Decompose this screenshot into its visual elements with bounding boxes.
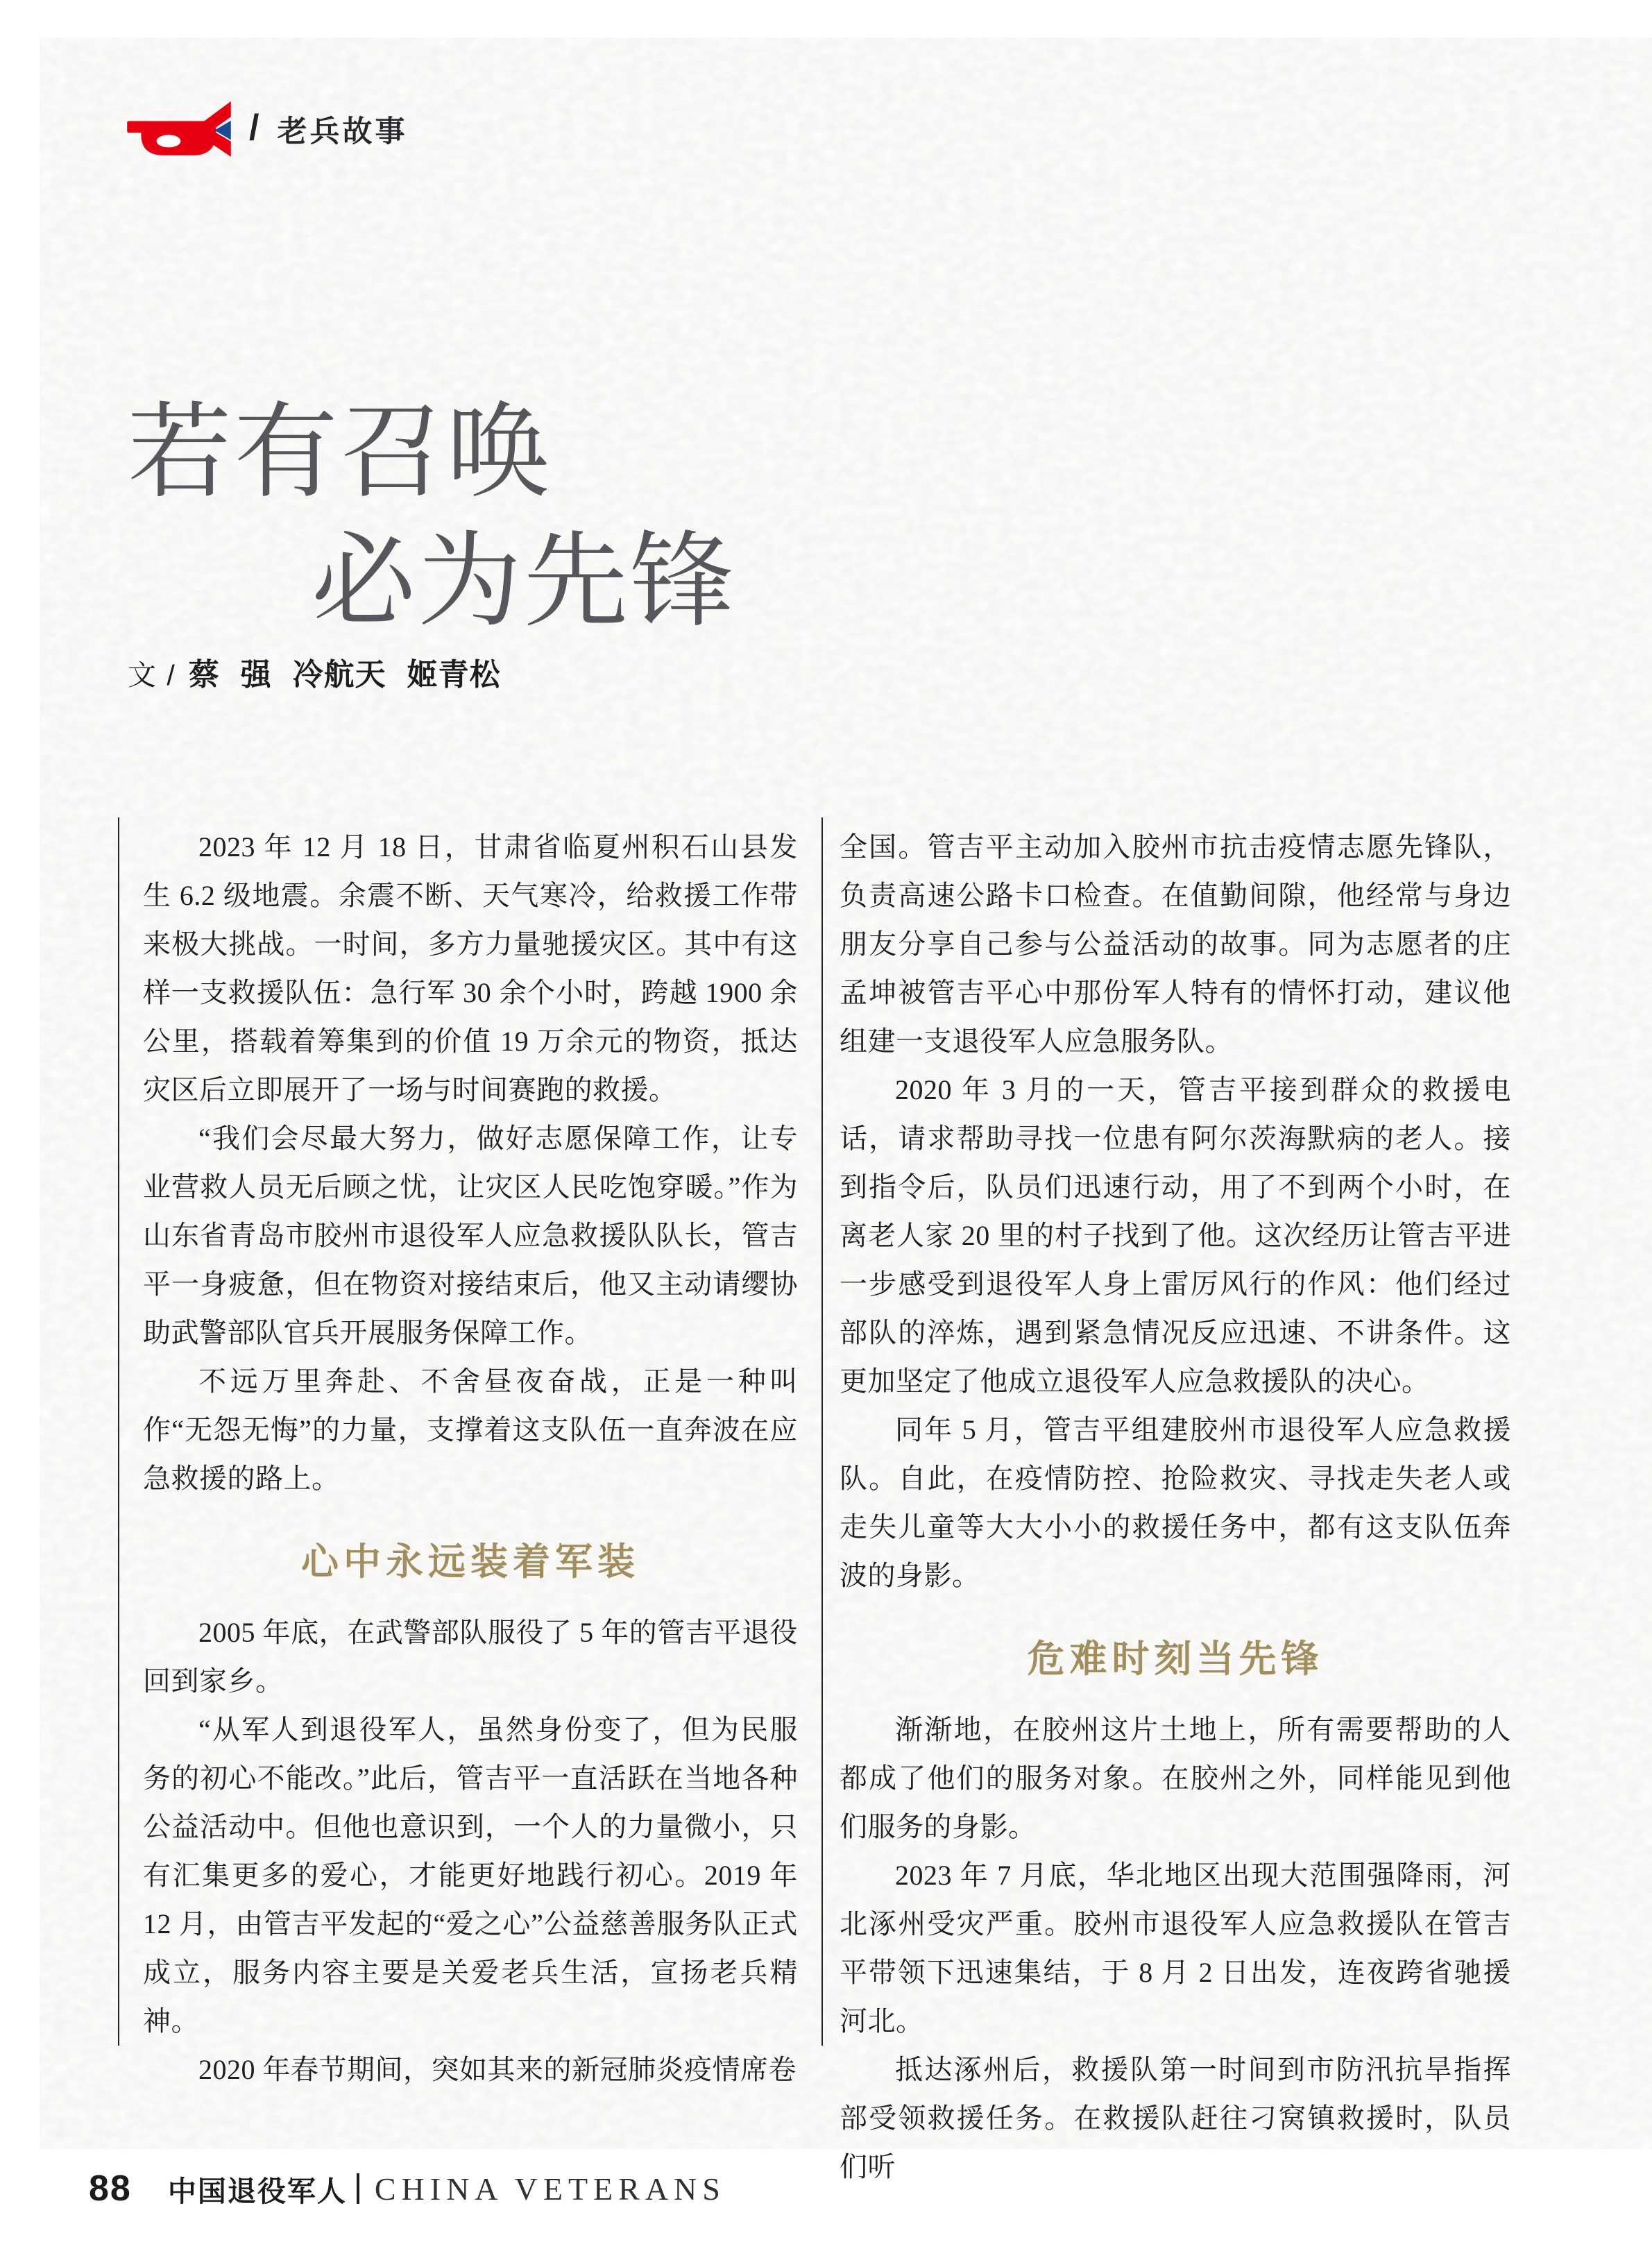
magazine-name-zh: 中国退役军人 [167,2175,347,2207]
paragraph: “从军人到退役军人，虽然身份变了，但为民服务的初心不能改。”此后，管吉平一直活跃在当地各种公益活动中。但他也意识到，一个人的力量微小，只有汇集更多的爱心，才能更好地践行初心。2019 年 12 月，由管吉平发起的“爱之心”公益慈善服务队正式成立，服务内容主要是关爱老兵生活，宣扬老兵精神。 [143,1714,798,2037]
paragraph: 全国。管吉平主动加入胶州市抗击疫情志愿先锋队，负责高速公路卡口检查。在值勤间隙，他经常与身边朋友分享自己参与公益活动的故事。同为志愿者的庄孟坤被管吉平心中那份军人特有的情怀打动，建议他组建一支退役军人应急服务队。 [840,831,1511,1057]
bugle-logo-icon [127,101,231,157]
column-divider-rule [821,817,823,2046]
section-label: 老兵故事 [277,114,408,148]
section-heading-2: 危难时刻当先锋 [1027,1638,1324,1680]
page-number: 88 [89,2168,132,2209]
page-footer [89,2164,726,2214]
header-brand [127,97,407,161]
paragraph: 同年 5 月，管吉平组建胶州市退役军人应急救援队。自此，在疫情防控、抢险救灾、寻找走失老人或走失儿童等大大小小的救援任务中，都有这支队伍奔波的身影。 [840,1414,1511,1591]
article-right-column [840,823,1511,2191]
section-slash: / [249,108,259,148]
article-title-line1: 若有召唤 [128,396,553,511]
paragraph: 2023 年 7 月底，华北地区出现大范围强降雨，河北涿州受灾严重。胶州市退役军人应急救援队在管吉平带领下迅速集结，于 8 月 2 日出发，连夜跨省驰援河北。 [840,1860,1511,2037]
magazine-name-en: CHINA VETERANS [374,2171,726,2207]
article-title [128,389,736,647]
paragraph: 抵达涿州后，救援队第一时间到市防汛抗旱指挥部受领救援任务。在救援队赶往刁窝镇救援时，队员们听 [840,2054,1511,2182]
paragraph: 2005 年底，在武警部队服役了 5 年的管吉平退役回到家乡。 [143,1617,798,1697]
paragraph: 不远万里奔赴、不舍昼夜奋战，正是一种叫作“无怨无悔”的力量，支撑着这支队伍一直奔波在应急救援的路上。 [143,1366,798,1494]
article-left-column [143,823,798,2094]
article-title-line2: 必为先锋 [312,525,737,640]
left-column-rule [118,817,119,2046]
byline-prefix: 文 / [128,659,176,691]
byline-authors: 蔡 强 冷航天 姬青松 [188,658,501,692]
paragraph: 2020 年春节期间，突如其来的新冠肺炎疫情席卷 [198,2054,797,2085]
byline [128,649,501,694]
section-heading-1: 心中永远装着军装 [301,1541,640,1583]
paragraph: 2023 年 12 月 18 日，甘肃省临夏州积石山县发生 6.2 级地震。余震不断、天气寒冷，给救援工作带来极大挑战。一时间，多方力量驰援灾区。其中有这样一支救援队伍：急行军 30 余个小时，跨越 1900 余公里，搭载着筹集到的价值 19 万余元的物资，抵达灾区后立即展开了一场与时间赛跑的救援。 [143,831,798,1105]
paragraph: 渐渐地，在胶州这片土地上，所有需要帮助的人都成了他们的服务对象。在胶州之外，同样能见到他们服务的身影。 [840,1714,1511,1842]
paragraph: “我们会尽最大努力，做好志愿保障工作，让专业营救人员无后顾之忧，让灾区人民吃饱穿暖。”作为山东省青岛市胶州市退役军人应急救援队队长，管吉平一身疲惫，但在物资对接结束后，他又主动请缨协助武警部队官兵开展服务保障工作。 [143,1123,798,1348]
footer-divider [357,2173,359,2204]
paragraph: 2020 年 3 月的一天，管吉平接到群众的救援电话，请求帮助寻找一位患有阿尔茨海默病的老人。接到指令后，队员们迅速行动，用了不到两个小时，在离老人家 20 里的村子找到了他。这次经历让管吉平进一步感受到退役军人身上雷厉风行的作风：他们经过部队的淬炼，遇到紧急情况反应迅速、不讲条件。这更加坚定了他成立退役军人应急救援队的决心。 [840,1074,1511,1397]
